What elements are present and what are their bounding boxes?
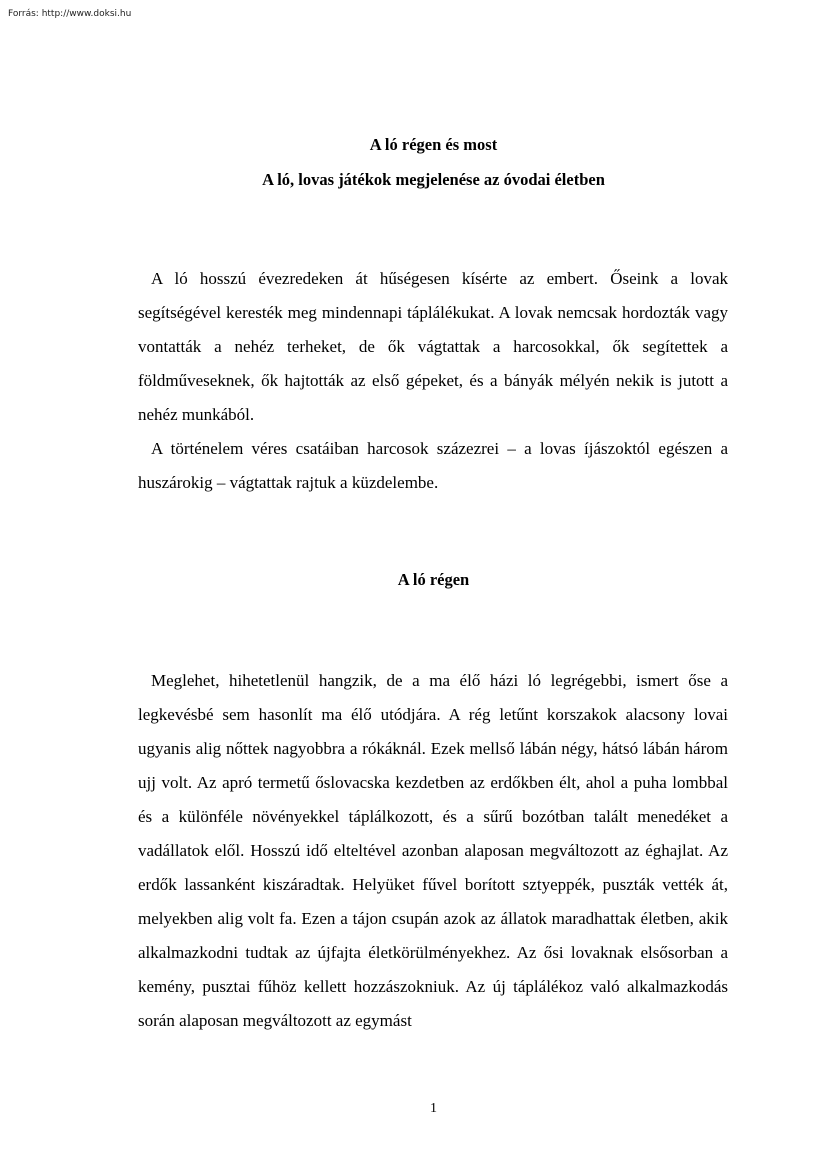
intro-paragraph-1: A ló hosszú évezredeken át hűségesen kísérte az embert. Őseink a lovak segítségével keresték meg mindennapi táplálékukat. A lovak nemcsak hordozták vagy vontatták a nehéz terheket, de ők vágtattak a harcosokkal, ők segítettek a földműveseknek, ők hajtották az első gépeket, és a bányák mélyén nekik is jutott a nehéz munkából. (138, 269, 728, 424)
intro-paragraph-2: A történelem véres csatáiban harcosok százezrei – a lovas íjászoktól egészen a huszárokig – vágtattak rajtuk a küzdelembe. (138, 439, 728, 492)
section-text (138, 664, 728, 1038)
section-heading: A ló régen (397, 570, 470, 589)
page-number: 1 (430, 1101, 437, 1116)
intro-text (138, 262, 728, 500)
section-paragraph-1: Meglehet, hihetetlenül hangzik, de a ma élő házi ló legrégebbi, ismert őse a legkevésbé sem hasonlít ma élő utódjára. A rég letűnt korszakok alacsony lovai ugyanis alig nőttek nagyobbra a rókáknál. Ezek mellső lábán négy, hátsó lábán három ujj volt. Az apró termetű őslovacska kezdetben az erdőkben élt, ahol a puha lombbal és a különféle növényekkel táplálkozott, és a sűrű bozótban talált menedéket a vadállatok elől. Hosszú idő elteltével azonban alaposan megváltozott az éghajlat. Az erdők lassanként kiszáradtak. Helyüket fűvel borított sztyeppék, puszták vették át, melyekben alig volt fa. Ezen a tájon csupán azok az állatok maradhattak életben, akik alkalmazkodni tudtak az újfajta életkörülményekhez. Az ősi lovaknak elsősorban a kemény, pusztai fűhöz kellett hozzászokniuk. Az új táplálékoz való alkalmazkodás során alaposan megváltozott az egymást (138, 671, 728, 1030)
source-note: Forrás: http://www.doksi.hu (8, 9, 132, 19)
document-title: A ló régen és most (369, 135, 498, 154)
document-subtitle: A ló, lovas játékok megjelenése az óvodai életben (262, 170, 605, 189)
